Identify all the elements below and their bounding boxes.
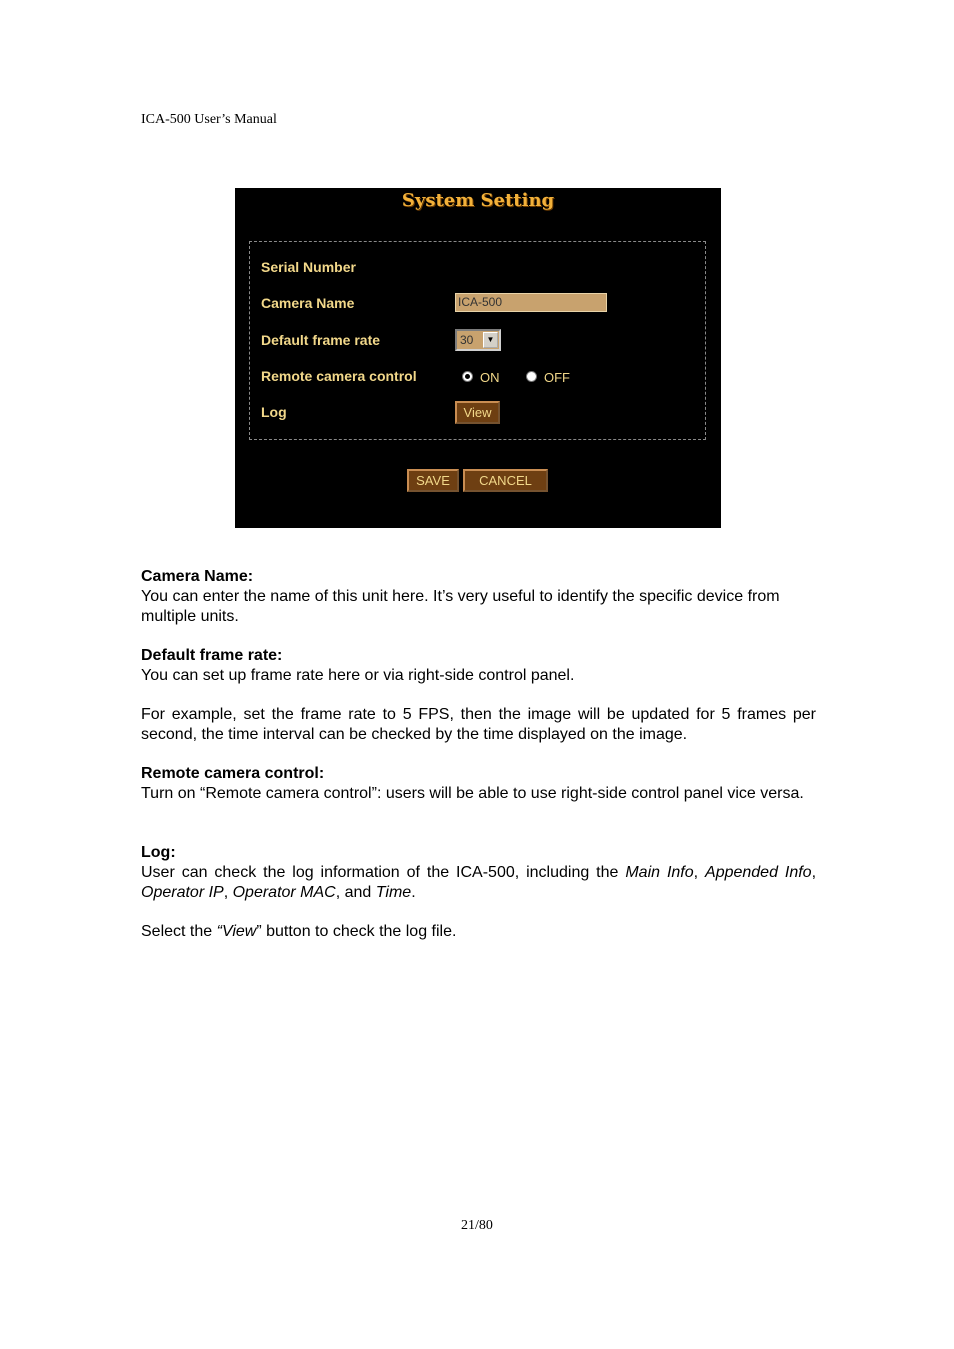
serial-number-label: Serial Number [261, 259, 356, 275]
text-run: ” button to check the log file. [256, 923, 457, 940]
emphasis: Operator IP [141, 884, 224, 901]
remote-control-label: Remote camera control [261, 368, 417, 384]
section-heading: Default frame rate: [141, 647, 283, 664]
chevron-down-icon[interactable]: ▼ [483, 332, 498, 348]
emphasis: “View [216, 923, 257, 940]
page-number: 21/80 [461, 1218, 493, 1233]
view-button[interactable]: View [455, 401, 500, 424]
section-heading: Log: [141, 844, 176, 861]
frame-rate-section [141, 646, 816, 686]
camera-name-section [141, 567, 816, 627]
remote-control-section [141, 764, 816, 804]
log-section [141, 843, 816, 903]
document-header: ICA-500 User’s Manual [141, 112, 277, 127]
frame-rate-value: 30 [460, 333, 474, 347]
emphasis: Main Info [625, 864, 694, 881]
section-text: You can enter the name of this unit here. It’s very useful to identify the specific device from multiple units. [141, 588, 780, 625]
panel-title: System Setting [401, 190, 555, 211]
frame-rate-select[interactable] [455, 329, 501, 351]
section-heading: Remote camera control: [141, 765, 325, 782]
text-run: , and [335, 884, 376, 901]
remote-on-label: ON [480, 370, 500, 385]
text-run: Select the [141, 923, 217, 940]
section-text: For example, set the frame rate to 5 FPS, then the image will be updated for 5 frames per second, the time interval can be checked by the time displayed on the image. [141, 706, 816, 743]
emphasis: Operator MAC [232, 884, 336, 901]
section-text: You can set up frame rate here or via right-side control panel. [141, 667, 575, 684]
camera-name-input[interactable]: ICA-500 [455, 293, 607, 312]
system-setting-panel [235, 188, 721, 528]
remote-off-label: OFF [544, 370, 570, 385]
text-run: , [693, 864, 706, 881]
section-text [141, 863, 816, 903]
cancel-button[interactable]: CANCEL [463, 469, 548, 492]
remote-off-radio[interactable] [526, 371, 537, 382]
text-run: . [411, 884, 416, 901]
emphasis: Time [375, 884, 412, 901]
text-run: , [223, 884, 233, 901]
emphasis: Appended Info [705, 864, 812, 881]
text-run: User can check the log information of the ICA-500, including the [141, 864, 626, 881]
frame-rate-label: Default frame rate [261, 332, 381, 348]
section-heading: Camera Name: [141, 568, 254, 585]
section-text: Turn on “Remote camera control”: users will be able to use right-side control panel vice versa. [141, 785, 804, 802]
log-label: Log [261, 404, 287, 420]
section-text [141, 922, 816, 942]
text-run: , [811, 864, 817, 881]
view-instruction [141, 922, 816, 942]
remote-on-radio[interactable] [462, 371, 473, 382]
frame-rate-example [141, 705, 816, 745]
save-button[interactable]: SAVE [407, 469, 459, 492]
camera-name-label: Camera Name [261, 295, 355, 311]
